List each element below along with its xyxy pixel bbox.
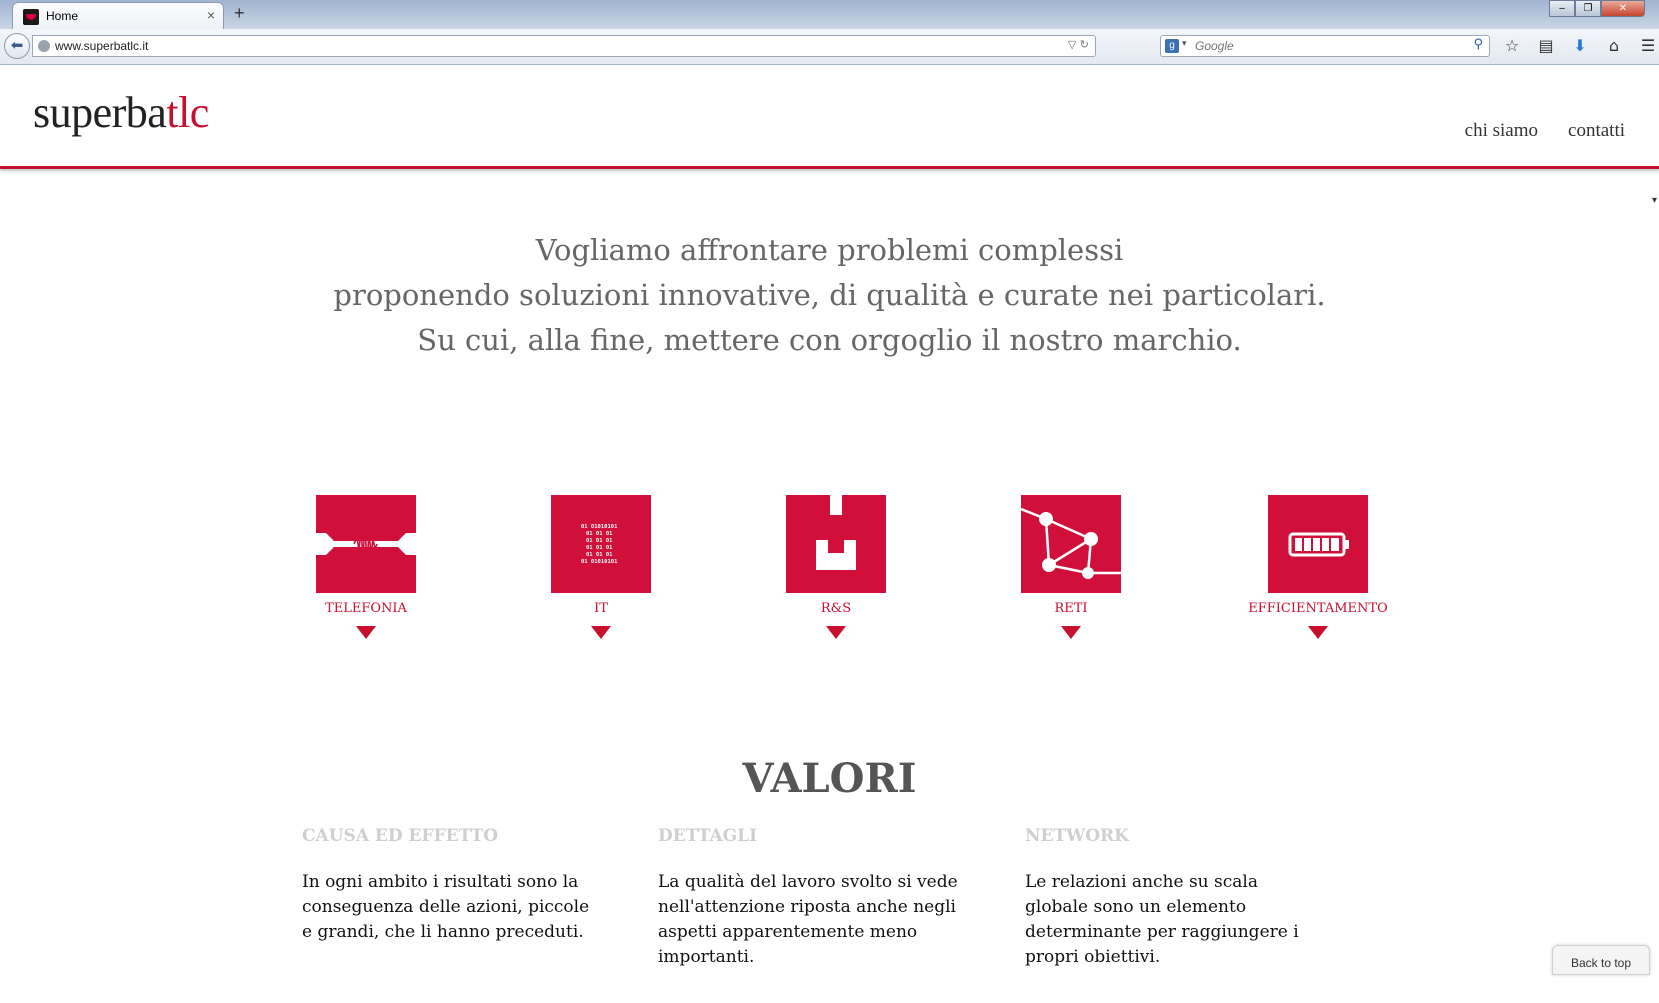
browser-tab[interactable] [12,2,224,29]
valori-text: Le relazioni anche su scala globale sono un elemento determinante per raggiungere i propri obiettivi. [1025,872,1299,967]
back-button[interactable] [4,33,30,59]
scroll-marker-icon: ▾ [1651,195,1657,206]
favicon-icon [23,9,39,25]
tab-close-icon[interactable]: × [206,7,215,23]
valori-heading: NETWORK [1025,826,1129,846]
search-bar[interactable] [1160,35,1490,57]
binary-row: 01 01010101 [581,524,618,530]
service-reti[interactable] [961,495,1181,639]
service-label[interactable]: TELEFONIA [325,601,407,616]
bookmark-star-icon[interactable]: ☆ [1504,36,1520,55]
chevron-down-icon[interactable] [826,626,846,639]
service-label[interactable]: R&S [820,601,852,616]
hero-line: Su cui, alla fine, mettere con orgoglio il nostro marchio. [417,323,1242,357]
valori-text: In ogni ambito i risultati sono la conseguenza delle azioni, piccole e grandi, che li hanno preceduti. [302,872,590,942]
menu-icon[interactable]: ☰ [1640,36,1656,55]
browser-tab-strip [0,0,1659,29]
service-efficientamento[interactable] [1208,495,1428,639]
hero-line: proponendo soluzioni innovative, di qualità e curate nei particolari. [333,278,1326,312]
service-label[interactable]: IT [594,601,608,616]
window-controls [1549,0,1645,17]
network-icon[interactable] [1021,495,1121,593]
chevron-down-icon[interactable] [1308,626,1328,639]
waveform-icon[interactable] [316,495,416,593]
service-it[interactable] [491,495,711,639]
search-icon[interactable]: ⚲ [1473,37,1483,52]
hero-line: Vogliamo affrontare problemi complessi [535,233,1124,267]
chevron-down-icon[interactable] [1061,626,1081,639]
binary-row: 01 01010101 [581,559,618,565]
bookmarks-list-icon[interactable]: ▤ [1538,36,1554,55]
nav-contatti[interactable]: contatti [1568,120,1625,141]
service-rs[interactable] [726,495,946,639]
globe-icon [38,40,50,52]
url-text[interactable]: www.superbatlc.it [55,39,149,53]
binary-row: 01 01 01 [585,545,613,551]
main-nav [1465,120,1625,142]
restore-button[interactable]: ❐ [1575,0,1601,17]
search-input[interactable] [1195,38,1455,54]
site-header [0,65,1659,169]
site-logo[interactable] [33,87,209,138]
address-bar[interactable] [32,35,1096,57]
valori-heading: DETTAGLI [658,826,758,846]
valori-column [1025,826,1325,970]
reload-icon[interactable]: ▽ ↻ [1067,38,1089,51]
new-tab-button[interactable]: + [234,3,245,23]
service-label[interactable]: EFFICIENTAMENTO [1248,601,1388,616]
browser-navigation-bar [0,29,1659,65]
back-to-top-button[interactable]: Back to top [1552,945,1650,975]
battery-icon[interactable] [1268,495,1368,593]
google-engine-icon[interactable]: g [1165,39,1179,53]
hero-statement [0,228,1659,363]
download-icon[interactable]: ⬇ [1573,36,1587,55]
toolbar-icons [1500,35,1659,57]
minimize-button[interactable]: – [1549,0,1575,17]
chevron-down-icon[interactable] [591,626,611,639]
nav-chi-siamo[interactable]: chi siamo [1464,120,1539,141]
close-window-button[interactable]: ✕ [1601,0,1645,17]
logo-accent: tlc [166,88,209,137]
service-label[interactable]: RETI [1054,601,1088,616]
binary-row: 01 01 01 [585,538,613,544]
back-arrow-icon: ⬅ [10,36,24,54]
binary-row: 01 01 01 [585,552,613,558]
valori-title: VALORI [742,755,917,802]
chevron-down-icon[interactable] [356,626,376,639]
home-icon[interactable]: ⌂ [1608,36,1620,55]
castle-icon[interactable] [786,495,886,593]
valori-column [302,826,602,945]
binary-icon[interactable] [551,495,651,593]
engine-dropdown-icon[interactable]: ▾ [1182,39,1187,49]
valori-column [658,826,958,970]
logo-main: superba [33,88,167,137]
valori-heading: CAUSA ED EFFETTO [302,826,499,846]
service-telefonia[interactable] [256,495,476,639]
binary-row: 01 01 01 [585,531,613,537]
valori-text: La qualità del lavoro svolto si vede nell'attenzione riposta anche negli aspetti apparentemente meno importanti. [658,872,958,967]
tab-title: Home [46,9,79,23]
